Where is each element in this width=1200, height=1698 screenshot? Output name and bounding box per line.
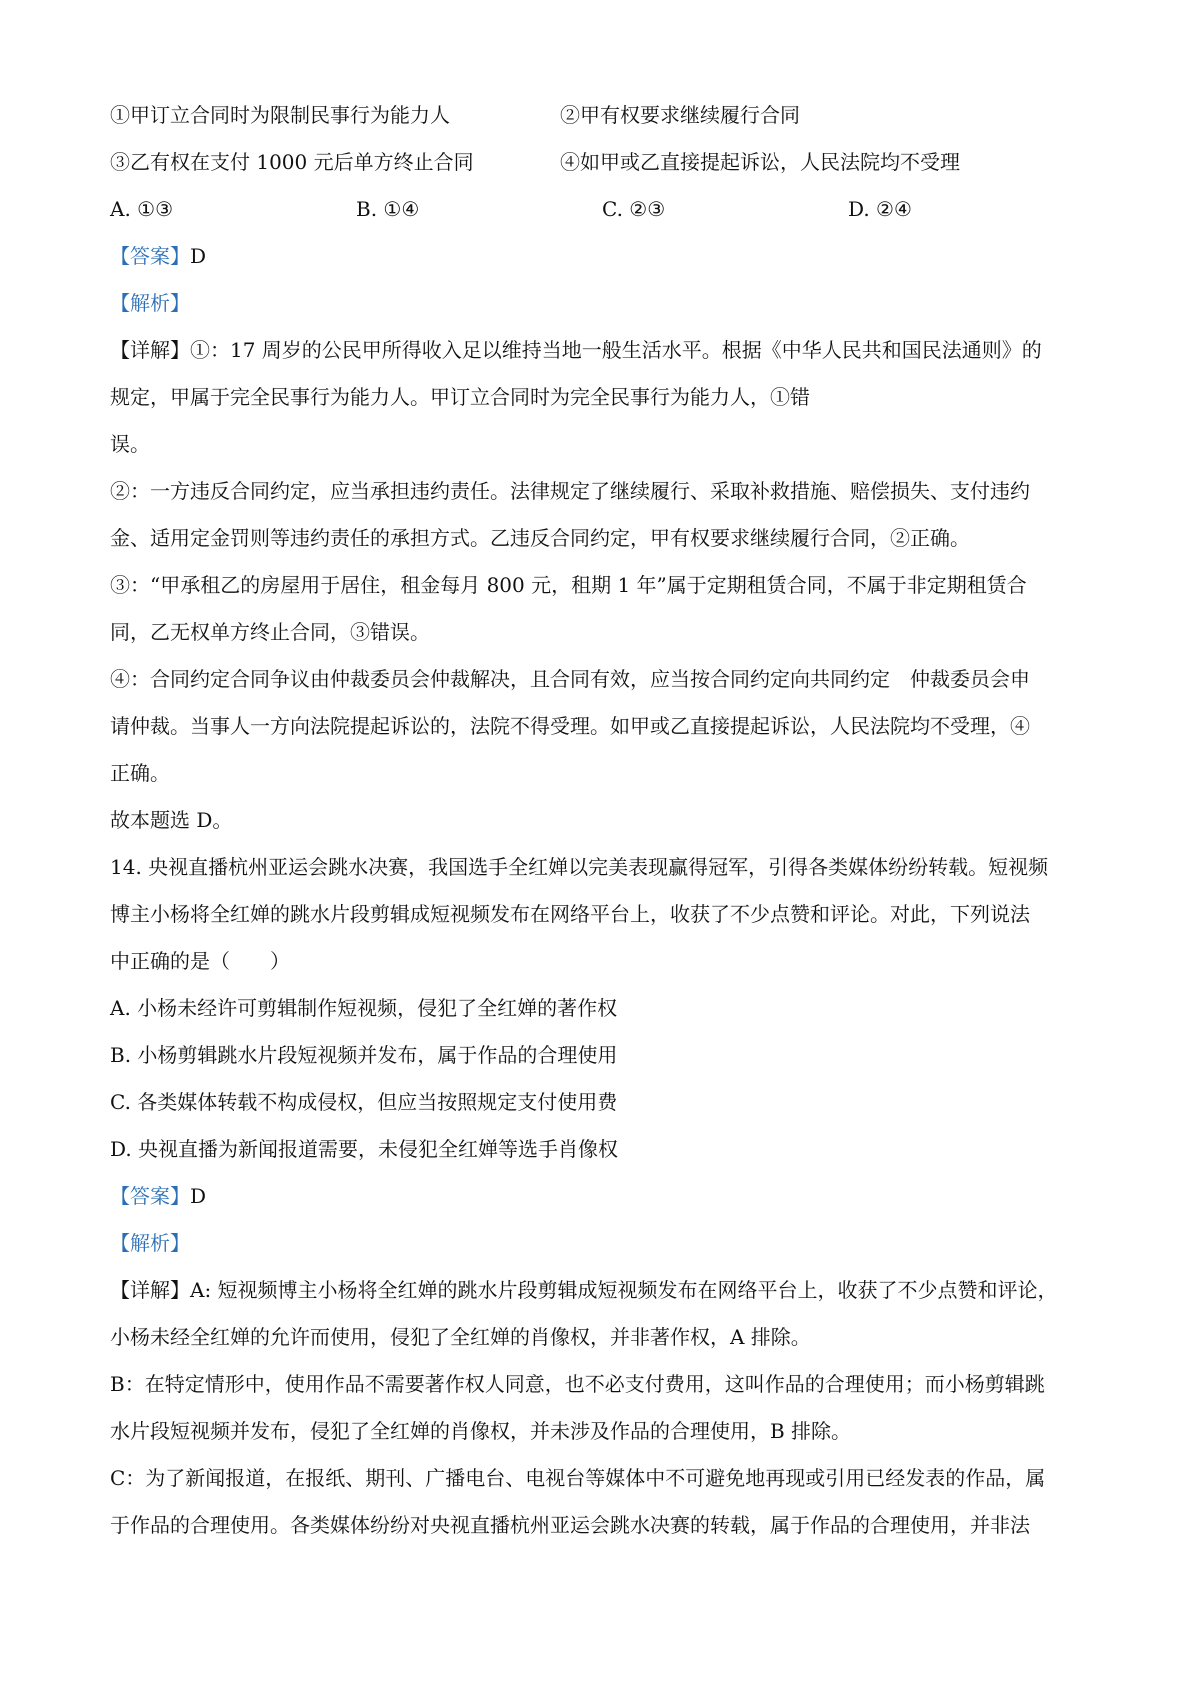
answer-label: 【答案】 bbox=[110, 244, 190, 268]
q13-point-3-line: ③：“甲承租乙的房屋用于居住，租金每月 800 元，租期 1 年”属于定期租赁合同，不属于非定期租赁合 bbox=[110, 573, 1027, 597]
q13-point-4-line: 正确。 bbox=[110, 761, 170, 785]
answer-value: D bbox=[190, 1184, 207, 1208]
q14-explanation-a-line: 小杨未经全红婵的允许而使用，侵犯了全红婵的肖像权，并非著作权，A 排除。 bbox=[110, 1325, 811, 1349]
q13-statements-row-1 bbox=[110, 92, 1100, 139]
q14-explanation-b-line: B：在特定情形中，使用作品不需要著作权人同意，也不必支付费用，这叫作品的合理使用；而小杨剪辑跳 bbox=[110, 1372, 1045, 1396]
answer-value: D bbox=[190, 244, 207, 268]
document-page bbox=[110, 92, 1100, 1549]
q13-statement-2: ②甲有权要求继续履行合同 bbox=[560, 103, 800, 127]
q13-detail-line: 误。 bbox=[110, 432, 150, 456]
q13-point-4-line: 请仲裁。当事人一方向法院提起诉讼的，法院不得受理。如甲或乙直接提起诉讼，人民法院均不受理，④ bbox=[110, 714, 1030, 738]
answer-label: 【答案】 bbox=[110, 1184, 190, 1208]
q14-answer bbox=[110, 1173, 1100, 1220]
q14-analysis-heading bbox=[110, 1220, 1100, 1267]
q13-point-2-line: ②：一方违反合同约定，应当承担违约责任。法律规定了继续履行、采取补救措施、赔偿损失、支付违约 bbox=[110, 479, 1030, 503]
q13-detail-line: 规定，甲属于完全民事行为能力人。甲订立合同时为完全民事行为能力人，①错 bbox=[110, 385, 810, 409]
q13-statement-1: ①甲订立合同时为限制民事行为能力人 bbox=[110, 103, 450, 127]
q14-stem-line: 中正确的是（ ） bbox=[110, 949, 290, 973]
q14-explanation-c-line: 于作品的合理使用。各类媒体纷纷对央视直播杭州亚运会跳水决赛的转载，属于作品的合理使用，并非法 bbox=[110, 1513, 1030, 1537]
analysis-label: 【解析】 bbox=[110, 291, 190, 315]
q13-point-2-line: 金、适用定金罚则等违约责任的承担方式。乙违反合同约定，甲有权要求继续履行合同，②正确。 bbox=[110, 526, 970, 550]
q14-stem-line: 博主小杨将全红婵的跳水片段剪辑成短视频发布在网络平台上，收获了不少点赞和评论。对此，下列说法 bbox=[110, 902, 1030, 926]
q13-statements-row-2 bbox=[110, 139, 1100, 186]
q14-stem-line: 14. 央视直播杭州亚运会跳水决赛，我国选手全红婵以完美表现赢得冠军，引得各类媒体纷纷转载。短视频 bbox=[110, 855, 1049, 879]
q13-options bbox=[110, 186, 1100, 233]
q13-conclusion: 故本题选 D。 bbox=[110, 808, 233, 832]
q13-answer bbox=[110, 233, 1100, 280]
q14-option-c: C. 各类媒体转载不构成侵权，但应当按照规定支付使用费 bbox=[110, 1090, 618, 1114]
q14-option-a: A. 小杨未经许可剪辑制作短视频，侵犯了全红婵的著作权 bbox=[110, 996, 618, 1020]
analysis-label: 【解析】 bbox=[110, 1231, 190, 1255]
q13-point-4-line: ④：合同约定合同争议由仲裁委员会仲裁解决，且合同有效，应当按合同约定向共同约定 仲裁委员会申 bbox=[110, 667, 1030, 691]
q14-option-b: B. 小杨剪辑跳水片段短视频并发布，属于作品的合理使用 bbox=[110, 1043, 618, 1067]
q13-detail-line: 【详解】①：17 周岁的公民甲所得收入足以维持当地一般生活水平。根据《中华人民共和国民法通则》的 bbox=[110, 338, 1042, 362]
q14-explanation-c-line: C：为了新闻报道，在报纸、期刊、广播电台、电视台等媒体中不可避免地再现或引用已经发表的作品，属 bbox=[110, 1466, 1046, 1490]
q13-option-c: C. ②③ bbox=[602, 197, 666, 221]
q13-option-b: B. ①④ bbox=[356, 197, 420, 221]
q14-option-d: D. 央视直播为新闻报道需要，未侵犯全红婵等选手肖像权 bbox=[110, 1137, 619, 1161]
q13-statement-3: ③乙有权在支付 1000 元后单方终止合同 bbox=[110, 150, 474, 174]
q13-option-d: D. ②④ bbox=[848, 197, 912, 221]
q13-option-a: A. ①③ bbox=[110, 197, 174, 221]
q14-explanation-a-line: 【详解】A: 短视频博主小杨将全红婵的跳水片段剪辑成短视频发布在网络平台上，收获了不少点赞和评论， bbox=[110, 1278, 1058, 1302]
q13-statement-4: ④如甲或乙直接提起诉讼，人民法院均不受理 bbox=[560, 150, 960, 174]
q13-point-3-line: 同，乙无权单方终止合同，③错误。 bbox=[110, 620, 430, 644]
q14-explanation-b-line: 水片段短视频并发布，侵犯了全红婵的肖像权，并未涉及作品的合理使用，B 排除。 bbox=[110, 1419, 852, 1443]
q13-analysis-heading bbox=[110, 280, 1100, 327]
